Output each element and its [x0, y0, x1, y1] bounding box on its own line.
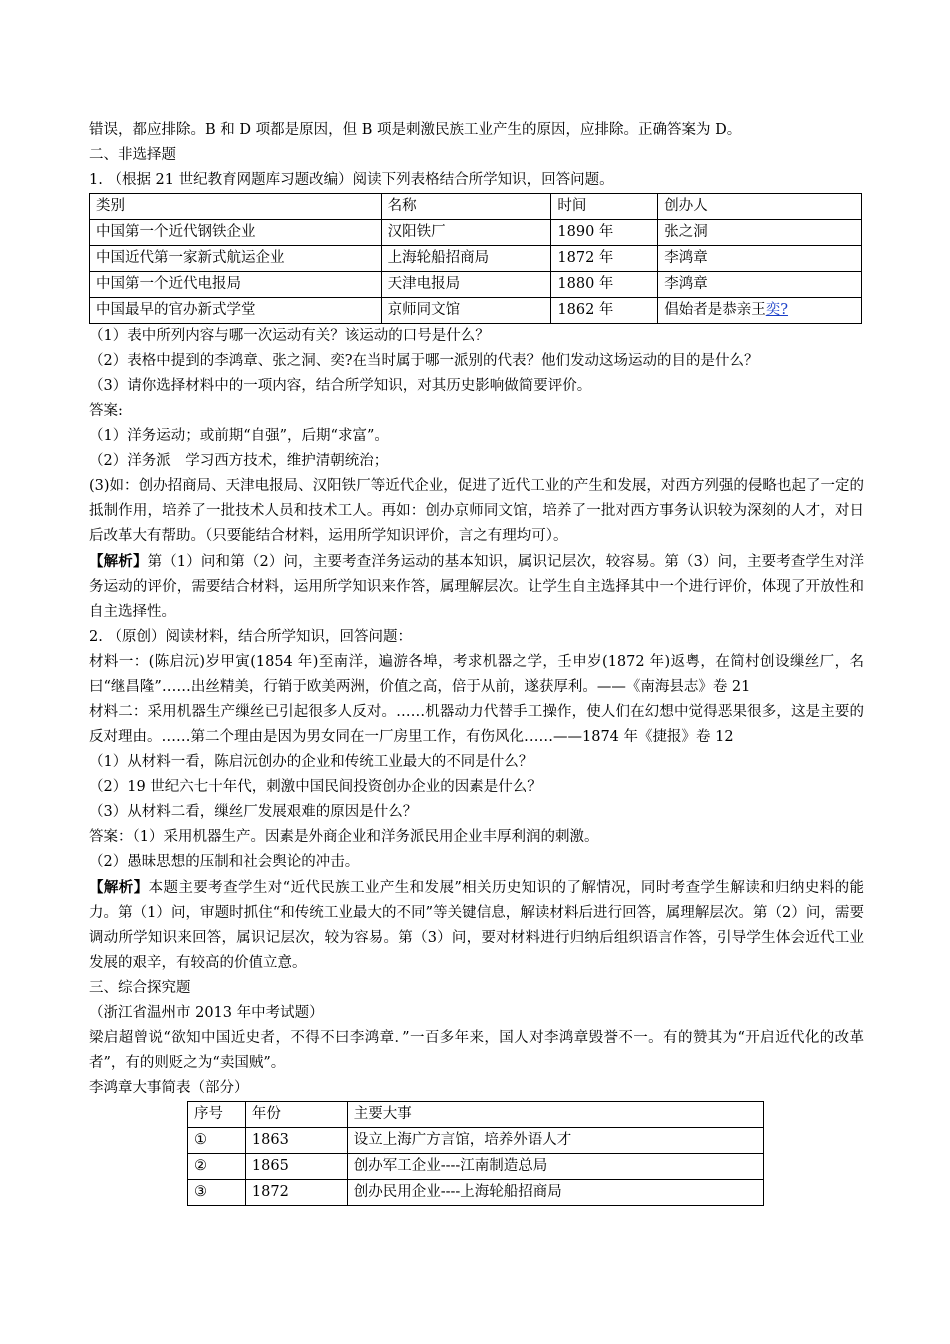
- q3-table: [187, 1101, 764, 1206]
- table-row: [90, 298, 862, 324]
- table-header-row: [188, 1102, 764, 1128]
- q1-question-1: （1）表中所列内容与哪一次运动有关？该运动的口号是什么？: [89, 328, 490, 344]
- table-row: [188, 1154, 764, 1180]
- table-cell-founder: [658, 298, 862, 324]
- table-row: [90, 246, 862, 272]
- table-cell: 中国最早的官办新式学堂: [90, 298, 382, 324]
- table-header-row: [90, 194, 862, 220]
- table-row: [188, 1128, 764, 1154]
- q1-title: 1. （根据 21 世纪教育网题库习题改编）阅读下列表格结合所学知识，回答问题。: [89, 172, 614, 188]
- q2-material-1: 材料一：(陈启沅)岁甲寅(1854 年)至南洋，遍游各埠，考求机器之学，壬申岁(1872 年)返粤，在简村创设缫丝厂，名曰“继昌隆”……出丝精美，行销于欧美两洲，价值之高，倍于从前，遂获厚利。——《南海县志》卷 21: [89, 654, 864, 695]
- table-header-cell: 创办人: [658, 194, 862, 220]
- table-cell: 京师同文馆: [381, 298, 551, 324]
- q2-question-2: （2）19 世纪六七十年代，刺激中国民间投资创办企业的因素是什么？: [89, 779, 542, 795]
- table-cell: 汉阳铁厂: [381, 220, 551, 246]
- table-cell: 1890 年: [551, 220, 658, 246]
- q1-answer-3: (3)如：创办招商局、天津电报局、汉阳铁厂等近代企业，促进了近代工业的产生和发展，对西方列强的侵略也起了一定的抵制作用，培养了一批技术人员和技术工人。再如：创办京师同文馆，培养了一批对西方事务认识较为深刻的人才，对日后改革大有帮助。（只要能结合材料，运用所学知识评价，言之有理均可）。: [89, 478, 864, 544]
- table-header-cell: 年份: [245, 1102, 347, 1128]
- q3-table-title: 李鸿章大事简表（部分）: [89, 1080, 249, 1096]
- intro-line: 错误，都应排除。B 和 D 项都是原因，但 B 项是刺激民族工业产生的原因，应排除。正确答案为 D。: [89, 122, 742, 138]
- table-header-cell: 序号: [188, 1102, 246, 1128]
- table-cell: ①: [188, 1128, 246, 1154]
- table-row: [90, 272, 862, 298]
- table-cell: ③: [188, 1180, 246, 1206]
- q2-question-3: （3）从材料二看，缫丝厂发展艰难的原因是什么？: [89, 804, 418, 820]
- table-row: [188, 1180, 764, 1206]
- table-cell: 1872 年: [551, 246, 658, 272]
- table-cell: 天津电报局: [381, 272, 551, 298]
- analysis-text: 本题主要考查学生对“近代民族工业产生和发展”相关历史知识的了解情况，同时考查学生解读和归纳史料的能力。第（1）问，审题时抓住“和传统工业最大的不同”等关键信息，解读材料后进行回答，属理解层次。第（2）问，需要调动所学知识来回答，属识记层次，较为容易。第（3）问，要对材料进行归纳后组织语言作答，引导学生体会近代工业发展的艰辛，有较高的价值立意。: [89, 880, 864, 971]
- q2-analysis: [89, 875, 864, 976]
- table-header-cell: 类别: [90, 194, 382, 220]
- table-header-cell: 主要大事: [347, 1102, 763, 1128]
- table-cell: ②: [188, 1154, 246, 1180]
- table-cell: 创办军工企业----江南制造总局: [347, 1154, 763, 1180]
- q1-question-2: （2）表格中提到的李鸿章、张之洞、奕?在当时属于哪一派别的代表？他们发动这场运动的目的是什么？: [89, 353, 759, 369]
- table-cell: 李鸿章: [658, 246, 862, 272]
- table-header-cell: 时间: [551, 194, 658, 220]
- table-cell: 张之洞: [658, 220, 862, 246]
- table-row: [90, 220, 862, 246]
- table-cell: 李鸿章: [658, 272, 862, 298]
- q1-table: [89, 193, 862, 324]
- section2-title: 二、非选择题: [89, 147, 176, 163]
- analysis-label: 【解析】: [89, 879, 149, 896]
- section3-title: 三、综合探究题: [89, 980, 191, 996]
- q1-question-3: （3）请你选择材料中的一项内容，结合所学知识，对其历史影响做简要评价。: [89, 378, 592, 394]
- table-cell: 中国第一个近代钢铁企业: [90, 220, 382, 246]
- q1-answer-1: （1）洋务运动；或前期“自强”，后期“求富”。: [89, 428, 389, 444]
- table-cell: 上海轮船招商局: [381, 246, 551, 272]
- table-cell: 1865: [245, 1154, 347, 1180]
- table-cell: 中国第一个近代电报局: [90, 272, 382, 298]
- table-cell: 1863: [245, 1128, 347, 1154]
- document-page: [89, 118, 864, 1206]
- table-cell: 1862 年: [551, 298, 658, 324]
- q2-title: 2. （原创）阅读材料，结合所学知识，回答问题：: [89, 629, 412, 645]
- analysis-label: 【解析】: [89, 553, 148, 570]
- founder-text: 倡始者是恭亲王: [664, 302, 766, 318]
- table-cell: 1872: [245, 1180, 347, 1206]
- q2-answer-1: 答案：（1）采用机器生产。因素是外商企业和洋务派民用企业丰厚利润的刺激。: [89, 829, 599, 845]
- q2-answer-2: （2）愚昧思想的压制和社会舆论的冲击。: [89, 854, 360, 870]
- q3-text: 梁启超曾说“欲知中国近史者，不得不曰李鸿章．”一百多年来，国人对李鸿章毁誉不一。有的赞其为“开启近代化的改革者”，有的则贬之为“卖国贼”。: [89, 1030, 864, 1071]
- table-header-cell: 名称: [381, 194, 551, 220]
- q1-answer-label: 答案:: [89, 403, 123, 419]
- table-cell: 1880 年: [551, 272, 658, 298]
- table-cell: 设立上海广方言馆，培养外语人才: [347, 1128, 763, 1154]
- q1-answer-2: （2）洋务派 学习西方技术，维护清朝统治；: [89, 453, 389, 469]
- table-cell: 中国近代第一家新式航运企业: [90, 246, 382, 272]
- q3-source: （浙江省温州市 2013 年中考试题）: [89, 1005, 324, 1021]
- analysis-text: 第（1）问和第（2）问，主要考查洋务运动的基本知识，属识记层次，较容易。第（3）问，主要考查学生对洋务运动的评价，需要结合材料，运用所学知识来作答，属理解层次。让学生自主选择其中一个进行评价，体现了开放性和自主选择性。: [89, 554, 865, 620]
- q1-analysis: [89, 549, 864, 625]
- q2-material-2: 材料二：采用机器生产缫丝已引起很多人反对。……机器动力代替手工操作，使人们在幻想中觉得恶果很多，这是主要的反对理由。……第二个理由是因为男女同在一厂房里工作，有伤风化……——1874 年《捷报》卷 12: [89, 704, 864, 745]
- table-cell: 创办民用企业----上海轮船招商局: [347, 1180, 763, 1206]
- founder-link[interactable]: 奕?: [765, 302, 789, 318]
- q2-question-1: （1）从材料一看，陈启沅创办的企业和传统工业最大的不同是什么？: [89, 754, 534, 770]
